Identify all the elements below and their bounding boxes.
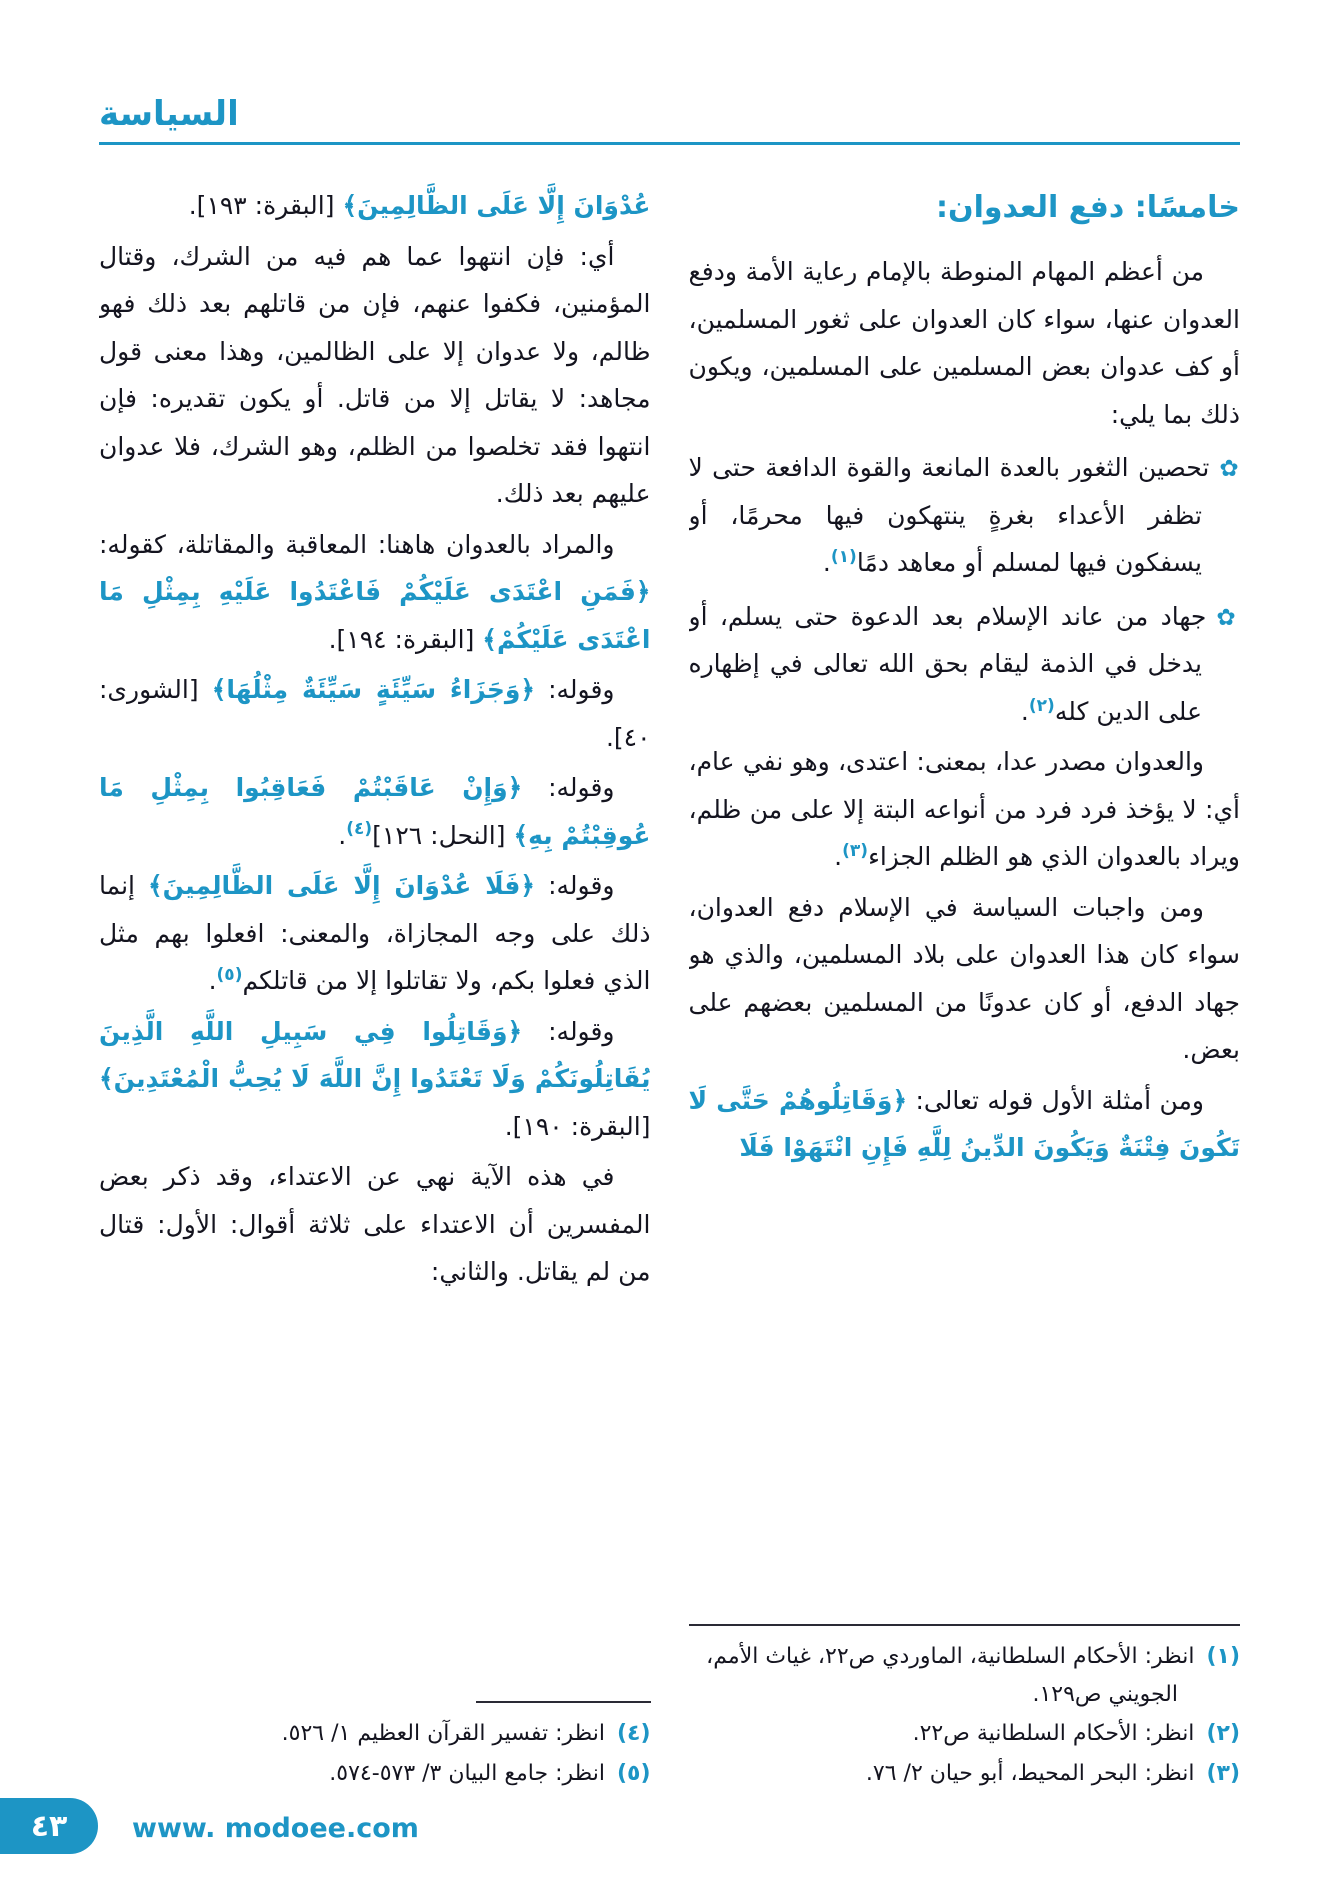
bullet-paragraph xyxy=(689,593,1241,736)
body-text: . xyxy=(1020,696,1029,726)
page-header-title: السياسة xyxy=(99,94,239,134)
body-text: في هذه الآية نهي عن الاعتداء، وقد ذكر بعض المفسرين أن الاعتداء على ثلاثة أقوال: الأول: قتال من لم يقاتل. والثاني: xyxy=(99,1162,651,1286)
body-text: جهاد من عاند الإسلام بعد الدعوة حتى يسلم، أو يدخل في الذمة ليقام بحق الله تعالى في إظهاره على الدين كله xyxy=(688,601,1207,726)
text-paragraph xyxy=(689,884,1241,1074)
text-paragraph xyxy=(689,1077,1241,1172)
quran-verse: ﴿فَمَنِ اعْتَدَى عَلَيْكُمْ فَاعْتَدُوا عَلَيْهِ بِمِثْلِ مَا اعْتَدَى عَلَيْكُمْ﴾ xyxy=(99,577,651,654)
footnote-marker: (١) xyxy=(830,546,857,567)
body-text: . xyxy=(822,548,831,578)
body-text: . xyxy=(834,842,843,872)
footnote-number: (١) xyxy=(1206,1644,1240,1670)
body-text: وقوله: xyxy=(522,1016,615,1046)
body-text: من أعظم المهام المنوطة بالإمام رعاية الأمة ودفع العدوان عنها، سواء كان العدوان على ثغور المسلمين، أو كف عدوان بعض المسلمين على المسلمين، ويكون ذلك بما يلي: xyxy=(688,257,1240,429)
left-column-paragraphs xyxy=(99,182,651,1299)
text-paragraph xyxy=(99,764,651,859)
quran-verse: ﴿فَلَا عُدْوَانَ إِلَّا عَلَى الظَّالِمِينَ﴾ xyxy=(148,871,536,900)
quran-verse: عُدْوَانَ إِلَّا عَلَى الظَّالِمِينَ﴾ xyxy=(342,191,651,220)
footnote-text: انظر: البحر المحيط، أبو حيان ٢/ ٧٦. xyxy=(865,1760,1195,1786)
body-text: وقوله: xyxy=(535,675,615,704)
right-footnotes xyxy=(689,1638,1241,1792)
footnote-text: انظر: جامع البيان ٣/ ٥٧٣-٥٧٤. xyxy=(329,1760,605,1786)
footnote-number: (٥) xyxy=(616,1760,651,1786)
body-text: ومن واجبات السياسة في الإسلام دفع العدوان، سواء كان هذا العدوان على بلاد المسلمين، والذي هو جهاد الدفع، أو كان عدونًا من المسلمين بعضهم على بعض. xyxy=(688,892,1240,1065)
footnote xyxy=(99,1755,651,1792)
text-paragraph xyxy=(99,1008,651,1151)
verse-reference: [البقرة: ١٩٤]. xyxy=(328,624,483,654)
footnote-marker: (٣) xyxy=(842,841,869,862)
website-text: www. modoee.com xyxy=(132,1813,419,1844)
body-text: والعدوان مصدر عدا، بمعنى: اعتدى، وهو نفي عام، أي: لا يؤخذ فرد فرد من أنواعه البتة إلا على من ظلم، ويراد بالعدوان الذي هو الظلم الجزاء xyxy=(688,747,1240,872)
quran-verse: ﴿وَقَاتِلُوهُمْ حَتَّى لَا تَكُونَ فِتْنَةٌ وَيَكُونَ الدِّينُ لِلَّهِ فَإِنِ انْتَهَوْا فَلَا xyxy=(688,1085,1240,1163)
body-text: . xyxy=(338,820,347,850)
footnote-divider xyxy=(476,1701,651,1703)
body-text: والمراد بالعدوان هاهنا: المعاقبة والمقاتلة، كقوله: xyxy=(99,529,615,559)
left-column xyxy=(99,182,651,1794)
footnote xyxy=(689,1638,1241,1713)
body-text: وقوله: xyxy=(522,773,615,802)
body-text: ومن أمثلة الأول قوله تعالى: xyxy=(907,1085,1204,1115)
body-text: أي: فإن انتهوا عما هم فيه من الشرك، وقتال المؤمنين، فكفوا عنهم، فإن من قاتلهم بعد ذلك فهو ظالم، ولا عدوان إلا على الظالمين، وهذا معنى قول مجاهد: لا يقاتل إلا من قاتل. أو يكون تقديره: فإن انتهوا فقد تخلصوا من الظلم، وهو الشرك، فلا عدوان عليهم بعد ذلك. xyxy=(99,241,651,508)
verse-reference: [النحل: ١٢٦] xyxy=(372,820,514,850)
text-paragraph xyxy=(99,233,651,518)
body-text: إنما ذلك على وجه المجازاة، والمعنى: افعلوا بهم مثل الذي فعلوا بكم، ولا تقاتلوا إلا من قاتلكم xyxy=(99,871,651,995)
right-footnotes-block xyxy=(689,1616,1241,1794)
footnote-number: (٢) xyxy=(1206,1721,1240,1747)
footnote-marker: (٥) xyxy=(216,964,243,985)
footnote xyxy=(689,1715,1241,1752)
footnote-text: انظر: الأحكام السلطانية، الماوردي ص٢٢، غياث الأمم، الجويني ص١٢٩. xyxy=(706,1644,1195,1707)
page-number: ٤٣ xyxy=(30,1808,68,1844)
text-paragraph xyxy=(99,862,651,1005)
footnote xyxy=(689,1755,1241,1792)
text-paragraph xyxy=(99,182,651,230)
section-heading: خامسًا: دفع العدوان: xyxy=(935,190,1240,225)
text-paragraph xyxy=(99,1153,651,1296)
footnote-marker: (٤) xyxy=(346,819,373,840)
footnote-number: (٣) xyxy=(1206,1760,1240,1786)
verse-reference: [البقرة: ١٩٣]. xyxy=(188,191,343,220)
text-paragraph xyxy=(689,738,1241,881)
footnote-marker: (٢) xyxy=(1028,695,1055,716)
left-footnotes-block xyxy=(99,1693,651,1794)
footnote-text: انظر: الأحكام السلطانية ص٢٢. xyxy=(912,1721,1195,1747)
flower-bullet-icon: ✿ xyxy=(1216,604,1240,631)
footnote-number: (٤) xyxy=(616,1721,651,1747)
page-number-badge xyxy=(0,1798,98,1854)
text-paragraph xyxy=(99,521,651,664)
bullet-paragraph xyxy=(689,444,1241,587)
body-text: تحصين الثغور بالعدة المانعة والقوة الدافعة حتى لا تظفر الأعداء بغرةٍ ينتهكون فيها محرمًا، أو يسفكون فيها لمسلم أو معاهد دمًا xyxy=(688,453,1210,578)
left-footnotes xyxy=(99,1715,651,1792)
page-header xyxy=(99,92,1240,145)
text-paragraph xyxy=(99,666,651,761)
text-paragraph xyxy=(689,248,1241,438)
footnote-text: انظر: تفسير القرآن العظيم ١/ ٥٢٦. xyxy=(281,1721,605,1747)
footnote xyxy=(99,1715,651,1752)
quran-verse: ﴿وَقَاتِلُوا فِي سَبِيلِ اللَّهِ الَّذِينَ يُقَاتِلُونَكُمْ وَلَا تَعْتَدُوا إِنَّ اللَّهَ لَا يُحِبُّ الْمُعْتَدِينَ﴾ xyxy=(99,1016,651,1093)
body-text: . xyxy=(208,966,217,995)
body-text: وقوله: xyxy=(535,871,615,900)
verse-reference: [البقرة: ١٩٠]. xyxy=(504,1111,651,1141)
two-column-layout xyxy=(99,182,1240,1794)
right-column xyxy=(689,182,1241,1794)
flower-bullet-icon: ✿ xyxy=(1219,456,1240,482)
footnote-divider xyxy=(689,1624,1241,1626)
right-column-paragraphs xyxy=(689,248,1241,1175)
quran-verse: ﴿وَجَزَاءُ سَيِّئَةٍ سَيِّئَةٌ مِثْلُهَا﴾ xyxy=(211,675,536,704)
quran-verse: ﴿وَإِنْ عَاقَبْتُمْ فَعَاقِبُوا بِمِثْلِ مَا عُوقِبْتُمْ بِهِ﴾ xyxy=(99,773,651,850)
header-divider xyxy=(99,142,1240,145)
verse-reference: [الشورى: ٤٠]. xyxy=(99,675,651,752)
